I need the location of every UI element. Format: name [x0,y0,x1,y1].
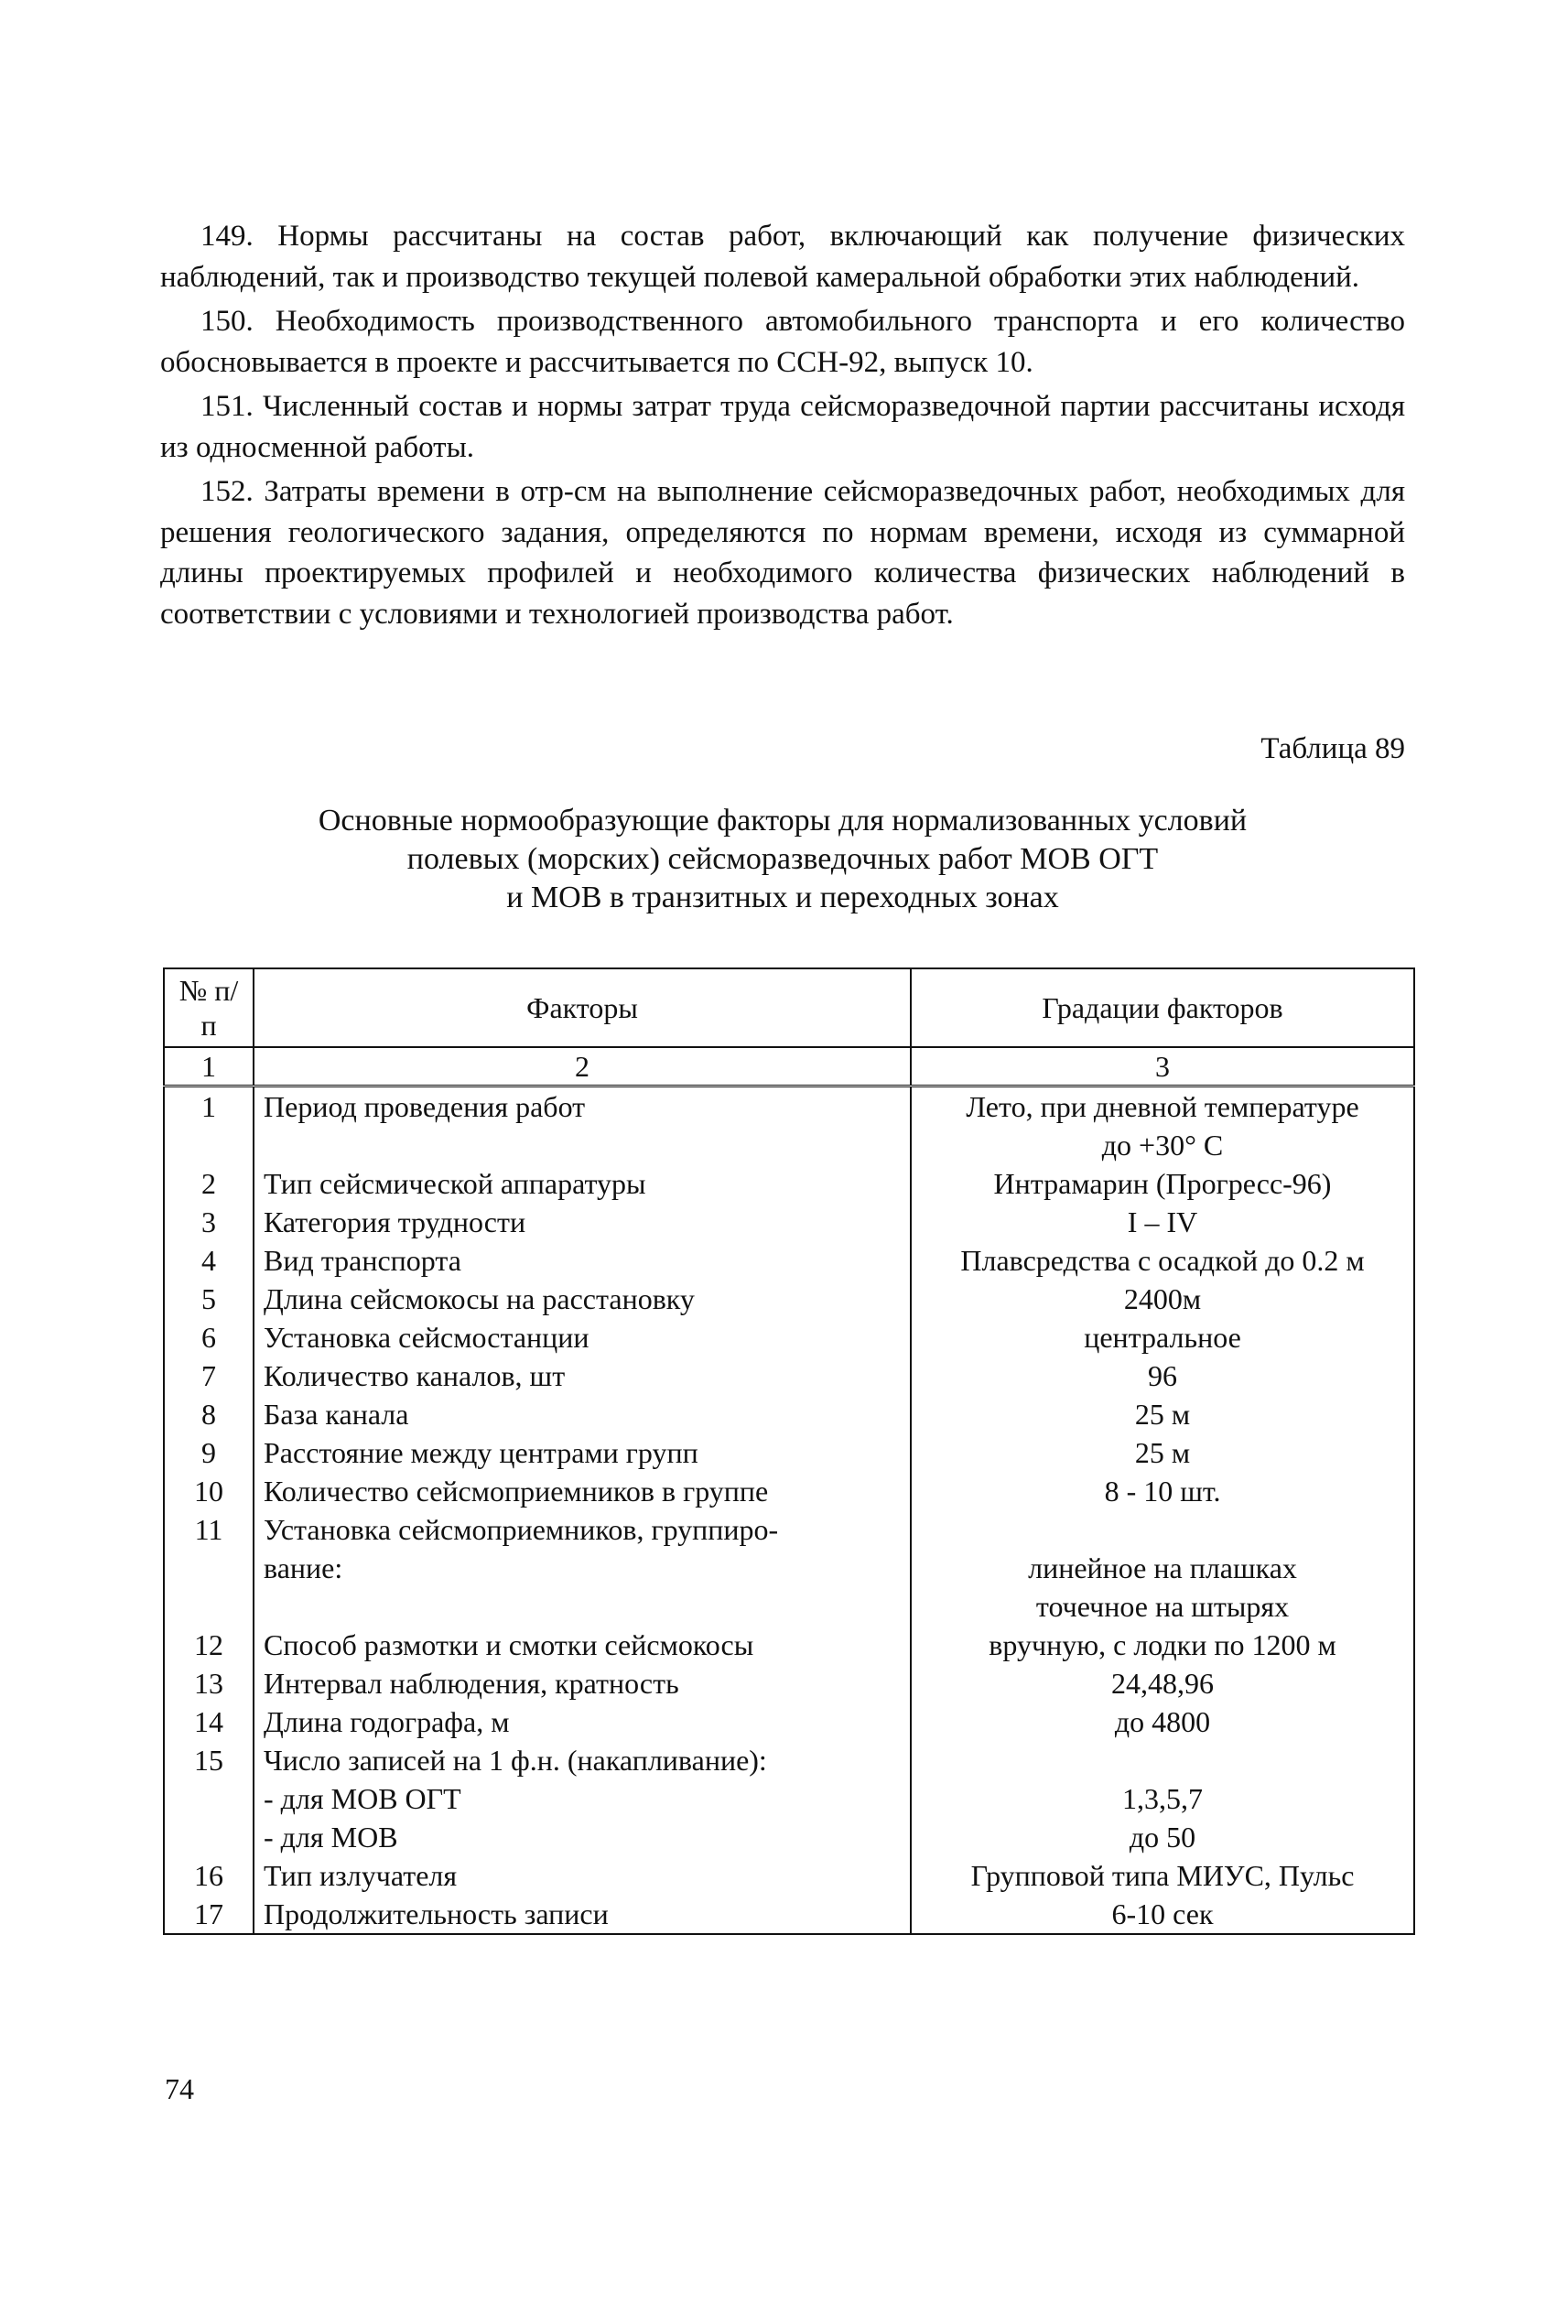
gradation-cell [911,1664,1414,1702]
gradation-cell-line: 6-10 сек [1111,1897,1214,1930]
gradation-cell [911,1895,1414,1934]
table-row [164,1086,1414,1165]
factor-cell [254,1357,911,1395]
gradation-cell-line: 1,3,5,7 [1122,1782,1203,1815]
table-title [160,802,1405,917]
factor-cell [254,1741,911,1856]
factor-cell [254,1510,911,1626]
factor-cell [254,1664,911,1702]
factor-cell-line: Категория трудности [264,1205,526,1238]
column-index: 2 [254,1047,911,1086]
gradation-cell [911,1395,1414,1433]
factor-cell-line: Интервал наблюдения, кратность [264,1667,679,1700]
table-row [164,1357,1414,1395]
factor-cell [254,1318,911,1357]
factor-cell-line: - для МОВ ОГТ [264,1782,461,1815]
factor-cell [254,1086,911,1165]
table-row [164,1203,1414,1241]
table-row [164,1510,1414,1626]
row-number-line: 11 [194,1513,223,1546]
factor-cell-line: База канала [264,1398,409,1431]
body-text [160,216,1405,638]
factors-table-wrapper [163,967,1413,1935]
row-number [164,1895,254,1934]
gradation-cell-line: вручную, с лодки по 1200 м [989,1628,1336,1661]
row-number [164,1395,254,1433]
row-number [164,1357,254,1395]
row-number-line: 5 [201,1282,216,1315]
factor-cell-line: - для МОВ [264,1821,398,1854]
gradation-cell [911,1510,1414,1626]
gradation-cell [911,1472,1414,1510]
table-row [164,1433,1414,1472]
table-row [164,1856,1414,1895]
row-number [164,1510,254,1626]
paragraph-152: 152. Затраты времени в отр-см на выполнение сейсморазведочных работ, необходимых для решения геологического задания, определяются по нормам времени, исходя из суммарной длины проектируемых профилей и необходимого количества физических наблюдений в соответствии с условиями и технологией производства работ. [160,475,1405,631]
factor-cell-line: Период проведения работ [264,1090,586,1123]
factor-cell-line: Вид транспорта [264,1244,461,1277]
factor-cell-line: Тип сейсмической аппаратуры [264,1167,646,1200]
factor-cell-line: Длина сейсмокосы на расстановку [264,1282,695,1315]
gradation-cell-line: 96 [1148,1359,1177,1392]
factor-cell-line: Расстояние между центрами групп [264,1436,698,1469]
gradation-cell-line: 24,48,96 [1111,1667,1214,1700]
factor-cell-line: Число записей на 1 ф.н. (накапливание): [264,1744,767,1777]
table-header-row [164,968,1414,1047]
table-row [164,1741,1414,1856]
row-number [164,1318,254,1357]
factor-cell-line: Продолжительность записи [264,1897,609,1930]
paragraph-150: 150. Необходимость производственного автомобильного транспорта и его количество обосновывается в проекте и рассчитывается по ССН-92, выпуск 10. [160,305,1405,379]
row-number-line [174,1779,243,1818]
gradation-cell-line: до +30° С [1101,1129,1224,1162]
gradation-cell [911,1856,1414,1895]
factor-cell [254,1203,911,1241]
gradation-cell [911,1086,1414,1165]
gradation-cell-line: Групповой типа МИУС, Пульс [970,1859,1355,1892]
gradation-cell [911,1318,1414,1357]
row-number-line [174,1126,243,1164]
gradation-cell-line: I – IV [1127,1205,1198,1238]
gradation-cell-line: линейное на плашках [1028,1551,1297,1584]
gradation-cell-line: точечное на штырях [1035,1590,1290,1623]
row-number-line: 10 [194,1475,223,1508]
row-number-line: 7 [201,1359,216,1392]
gradation-cell [911,1357,1414,1395]
row-number-line: 15 [194,1744,223,1777]
gradation-cell-line: Плавсредства с осадкой до 0.2 м [960,1244,1365,1277]
column-index-row [164,1047,1414,1086]
row-number-line: 8 [201,1398,216,1431]
gradation-cell [911,1741,1414,1856]
row-number-line: 6 [201,1321,216,1354]
row-number [164,1856,254,1895]
factor-cell-line: Установка сейсмостанции [264,1321,589,1354]
factor-cell [254,1241,911,1280]
column-index: 3 [911,1047,1414,1086]
factor-cell-line [264,1126,901,1164]
table-title-line: полевых (морских) сейсморазведочных работ МОВ ОГТ [406,842,1159,876]
factor-cell [254,1856,911,1895]
page-number: 74 [165,2072,194,2105]
paragraph-151: 151. Численный состав и нормы затрат труда сейсморазведочной партии рассчитаны исходя из односменной работы. [160,390,1405,464]
gradation-cell [911,1280,1414,1318]
factor-cell [254,1895,911,1934]
factor-cell [254,1395,911,1433]
row-number [164,1741,254,1856]
gradation-cell-line: 2400м [1123,1282,1202,1315]
factor-cell [254,1702,911,1741]
factor-cell-line: вание: [264,1551,343,1584]
row-number [164,1702,254,1741]
table-row [164,1664,1414,1702]
row-number-line: 9 [201,1436,216,1469]
factor-cell-line: Установка сейсмоприемников, группиро- [264,1513,779,1546]
factor-cell [254,1472,911,1510]
factor-cell [254,1280,911,1318]
table-row [164,1318,1414,1357]
header-num: № п/п [164,968,254,1047]
table-row [164,1280,1414,1318]
factors-table [163,967,1415,1935]
row-number-line [174,1818,243,1856]
gradation-cell [911,1626,1414,1664]
row-number-line: 12 [194,1628,223,1661]
table-row [164,1626,1414,1664]
row-number [164,1433,254,1472]
gradation-cell-line: 25 м [1134,1436,1191,1469]
factor-cell [254,1626,911,1664]
row-number [164,1086,254,1165]
factor-cell-line: Длина годографа, м [264,1705,510,1738]
row-number-line: 17 [194,1897,223,1930]
row-number-line [174,1587,243,1626]
gradation-cell-line: Лето, при дневной температуре [966,1090,1359,1123]
row-number-line: 16 [194,1859,223,1892]
table-number: Таблица 89 [1260,732,1405,765]
column-index: 1 [164,1047,254,1086]
row-number-line: 2 [201,1167,216,1200]
factor-cell-line [264,1587,901,1626]
gradation-cell-line [921,1510,1404,1549]
table-row [164,1702,1414,1741]
row-number [164,1203,254,1241]
row-number [164,1280,254,1318]
row-number [164,1472,254,1510]
factor-cell [254,1164,911,1203]
table-row [164,1395,1414,1433]
row-number [164,1164,254,1203]
row-number-line [174,1549,243,1587]
gradation-cell [911,1433,1414,1472]
row-number-line: 13 [194,1667,223,1700]
table-title-line: и МОВ в транзитных и переходных зонах [506,881,1059,914]
gradation-cell [911,1164,1414,1203]
gradation-cell-line: до 50 [1129,1821,1196,1854]
gradation-cell-line: до 4800 [1114,1705,1211,1738]
factor-cell-line: Способ размотки и смотки сейсмокосы [264,1628,754,1661]
gradation-cell-line: 8 - 10 шт. [1104,1475,1221,1508]
row-number-line: 14 [194,1705,223,1738]
gradation-cell-line: центральное [1084,1321,1241,1354]
row-number [164,1664,254,1702]
row-number-line: 3 [201,1205,216,1238]
gradation-cell [911,1241,1414,1280]
gradation-cell [911,1203,1414,1241]
gradation-cell-line: 25 м [1134,1398,1191,1431]
gradation-cell [911,1702,1414,1741]
factor-cell [254,1433,911,1472]
gradation-cell-line: Интрамарин (Прогресс-96) [993,1167,1332,1200]
row-number [164,1626,254,1664]
row-number-line: 1 [201,1090,216,1123]
table-body [164,1086,1414,1935]
row-number-line: 4 [201,1244,216,1277]
factor-cell-line: Количество сейсмоприемников в группе [264,1475,769,1508]
factor-cell-line: Тип излучателя [264,1859,458,1892]
paragraph-149: 149. Нормы рассчитаны на состав работ, включающий как получение физических наблюдений, так и производство текущей полевой камеральной обработки этих наблюдений. [160,220,1405,294]
factor-cell-line: Количество каналов, шт [264,1359,566,1392]
header-factors: Факторы [254,968,911,1047]
table-row [164,1241,1414,1280]
gradation-cell-line [921,1741,1404,1779]
table-row [164,1472,1414,1510]
table-row [164,1164,1414,1203]
table-title-line: Основные нормообразующие факторы для нормализованных условий [318,804,1248,838]
row-number [164,1241,254,1280]
header-gradations: Градации факторов [911,968,1414,1047]
table-row [164,1895,1414,1934]
